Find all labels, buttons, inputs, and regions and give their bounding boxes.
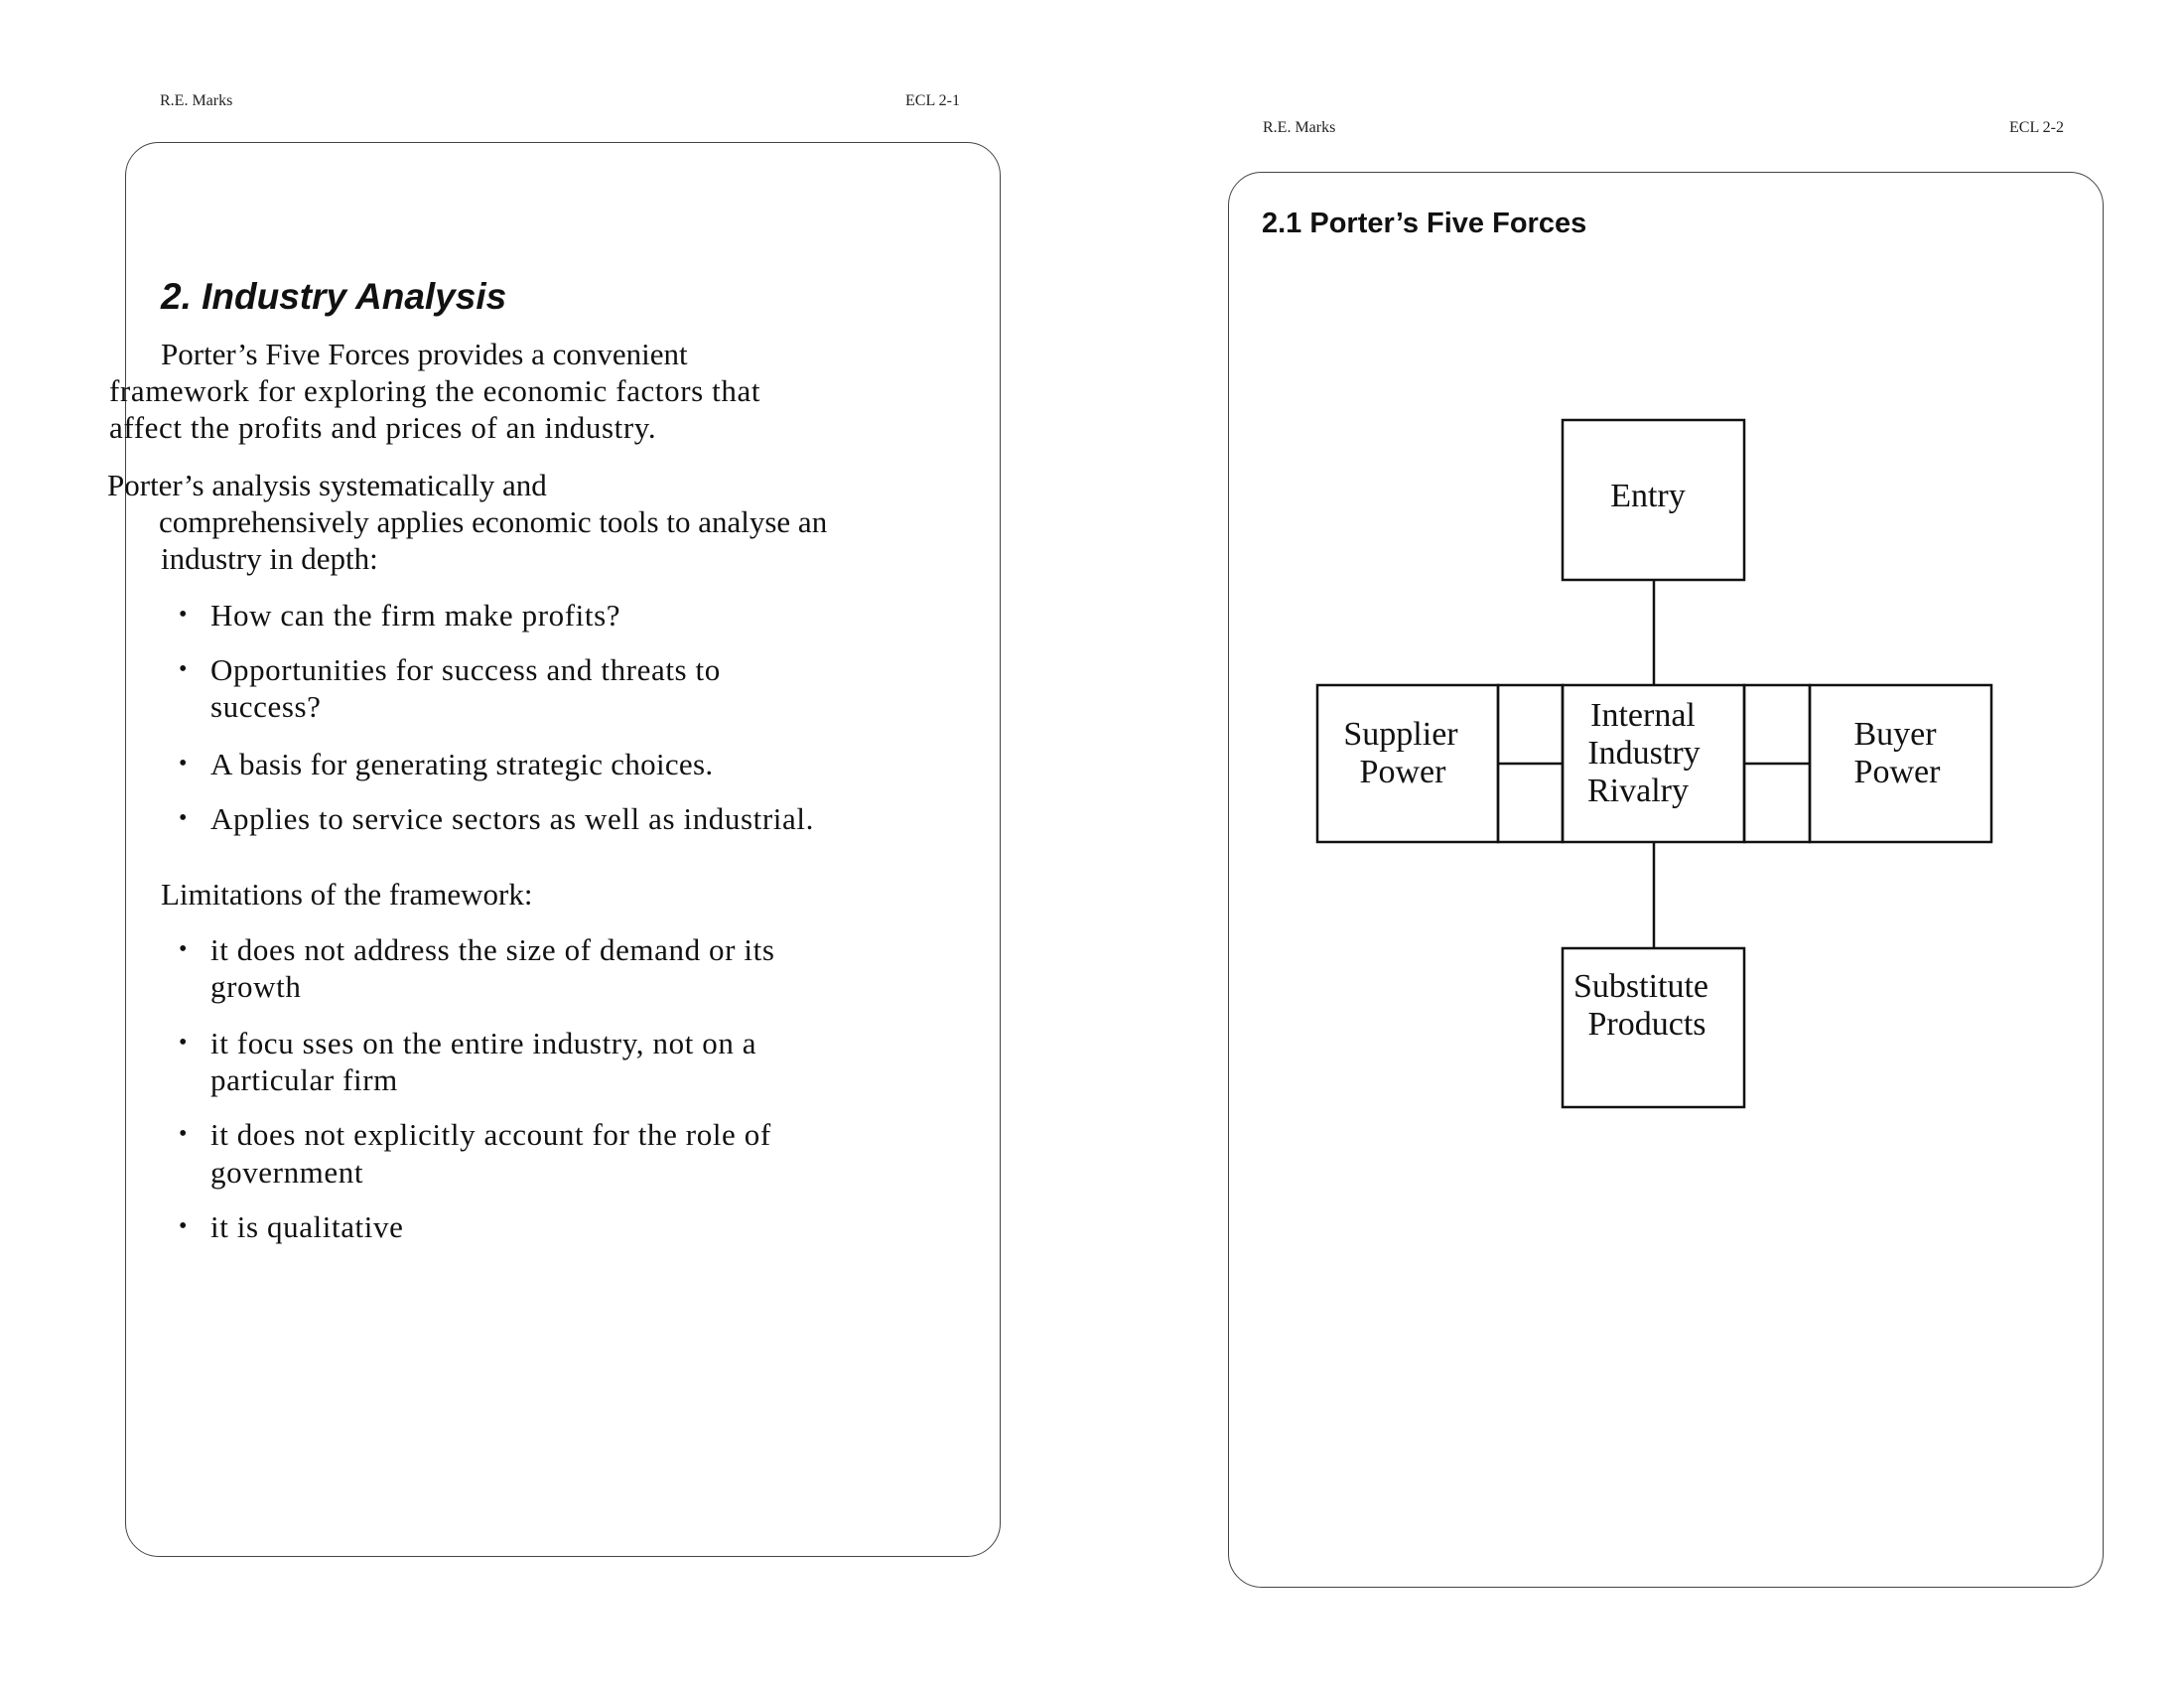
- bullet-item-continued: government: [210, 1155, 364, 1190]
- bullet-item-continued: particular firm: [210, 1062, 398, 1097]
- rivalry-label: Internal: [1590, 697, 1696, 734]
- entry-label: Entry: [1610, 478, 1686, 514]
- bullet-item: it does not address the size of demand or its: [210, 932, 775, 967]
- page1-header-author: R.E. Marks: [160, 92, 233, 109]
- para2-line: comprehensively applies economic tools to analyse an: [159, 504, 828, 539]
- bullet-item: it is qualitative: [210, 1209, 404, 1244]
- rivalry-label: Rivalry: [1587, 773, 1689, 809]
- bullet-icon: •: [179, 936, 188, 962]
- bullet-item: it focu sses on the entire industry, not on a: [210, 1026, 757, 1060]
- supplier-label: Power: [1359, 754, 1446, 790]
- page2-title: 2.1 Porter’s Five Forces: [1262, 208, 1587, 239]
- bullet-item: it does not explicitly account for the role of: [210, 1117, 771, 1152]
- limitations-heading: Limitations of the framework:: [161, 877, 533, 912]
- bullet-item: Applies to service sectors as well as industrial.: [210, 801, 814, 836]
- bullet-icon: •: [179, 1121, 188, 1147]
- bullet-icon: •: [179, 751, 188, 776]
- substitute-label: Products: [1587, 1006, 1706, 1043]
- bullet-item: How can the firm make profits?: [210, 598, 621, 633]
- buyer-label: Power: [1853, 754, 1941, 790]
- bullet-icon: •: [179, 805, 188, 831]
- rivalry-label: Industry: [1587, 735, 1701, 772]
- para1-line: framework for exploring the economic factors that: [109, 373, 761, 408]
- bullet-icon: •: [179, 656, 188, 682]
- bullet-icon: •: [179, 1213, 188, 1239]
- bullet-icon: •: [179, 602, 188, 628]
- bullet-item-continued: growth: [210, 969, 302, 1004]
- para2-line: Porter’s analysis systematically and: [107, 468, 547, 502]
- buyer-label: Buyer: [1853, 716, 1937, 753]
- bullet-icon: •: [179, 1030, 188, 1055]
- supplier-label: Supplier: [1343, 716, 1458, 753]
- para1-line: affect the profits and prices of an industry.: [109, 410, 657, 445]
- page1-header-page-number: ECL 2-1: [905, 92, 960, 109]
- page1-title: 2. Industry Analysis: [161, 276, 507, 317]
- page2-header-author: R.E. Marks: [1263, 119, 1336, 136]
- para2-line: industry in depth:: [161, 541, 378, 576]
- bullet-item-continued: success?: [210, 689, 322, 724]
- page2-header-page-number: ECL 2-2: [2009, 119, 2064, 136]
- bullet-item: Opportunities for success and threats to: [210, 652, 721, 687]
- substitute-label: Substitute: [1572, 968, 1709, 1005]
- bullet-item: A basis for generating strategic choices.: [210, 747, 714, 781]
- para1-line: Porter’s Five Forces provides a convenient: [161, 337, 688, 371]
